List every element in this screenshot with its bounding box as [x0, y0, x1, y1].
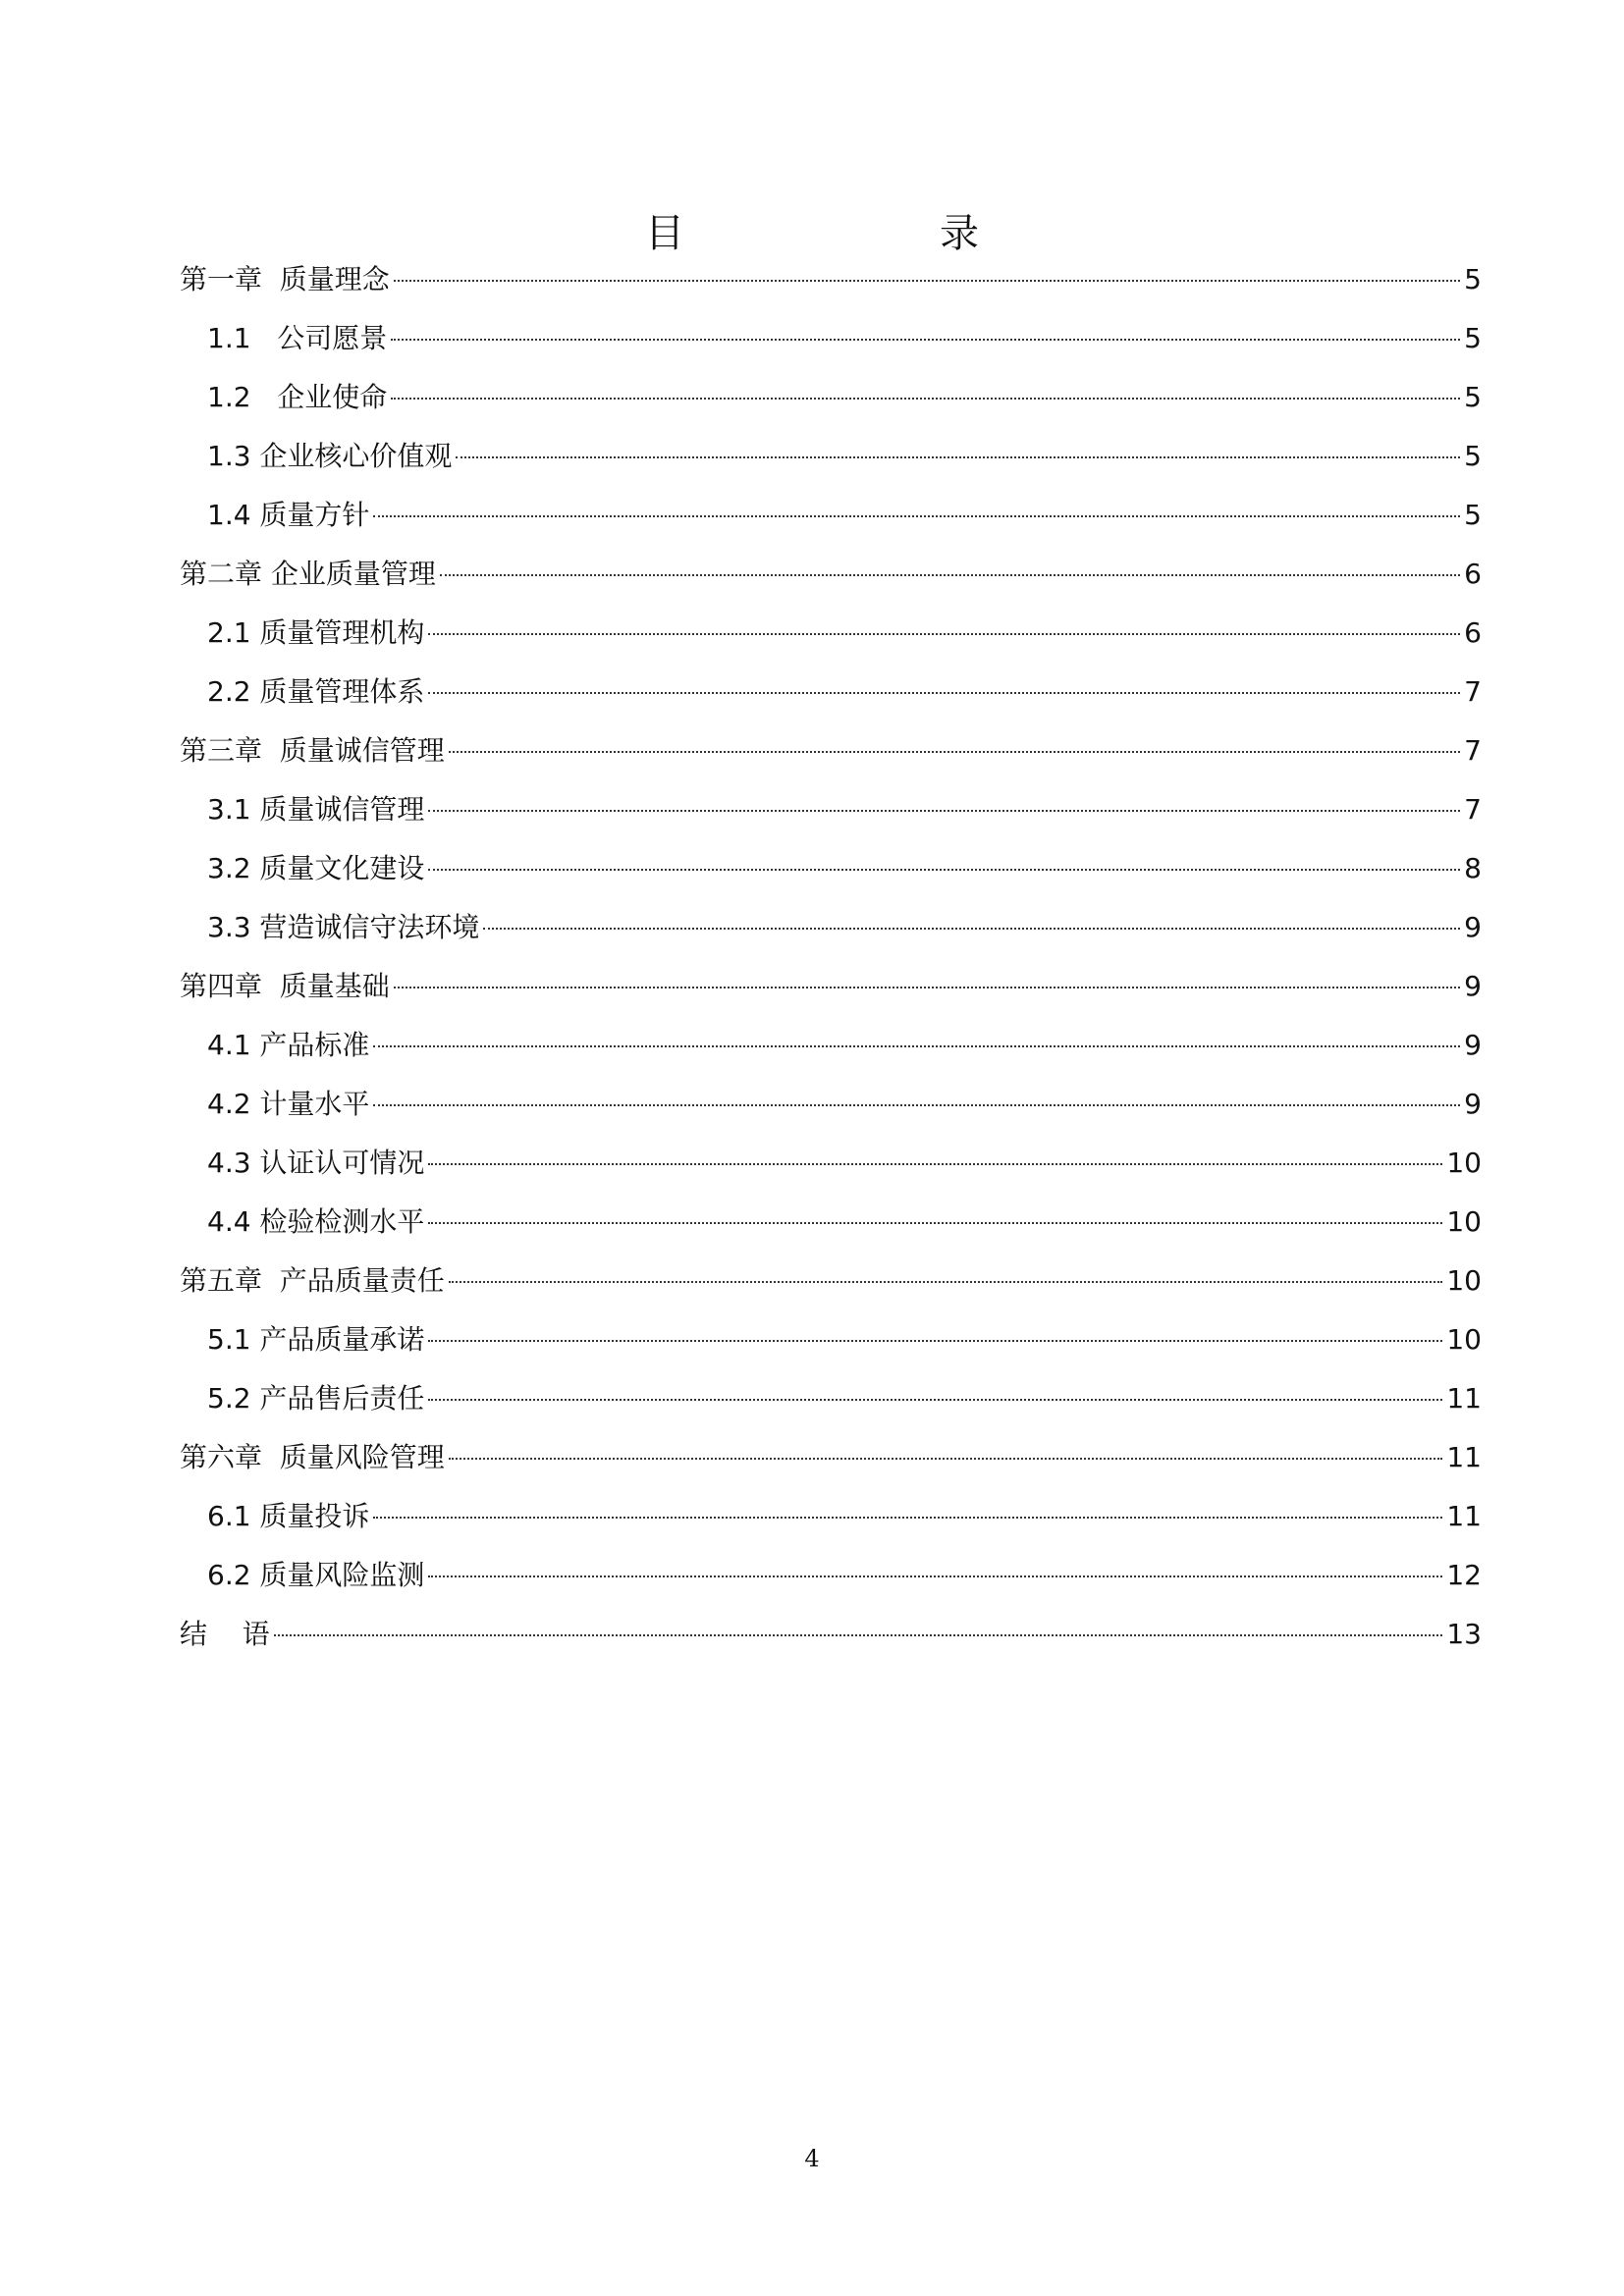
toc-section-entry[interactable] [180, 604, 1482, 663]
table-of-contents [180, 250, 1482, 1664]
toc-entry-page-number: 5 [1464, 322, 1482, 354]
toc-entry-label: 第一章 质量理念 [180, 263, 390, 295]
toc-title: 目 录 [645, 211, 1087, 256]
toc-entry-label: 3.3 营造诚信守法环境 [207, 911, 480, 943]
toc-section-entry[interactable] [180, 486, 1482, 545]
toc-dot-leader [428, 1399, 1442, 1401]
toc-entry-page-number: 5 [1464, 381, 1482, 413]
toc-entry-page-number: 6 [1464, 558, 1482, 590]
toc-dot-leader [440, 574, 1460, 576]
toc-entry-page-number: 6 [1464, 616, 1482, 649]
toc-entry-label: 4.1 产品标准 [207, 1029, 370, 1061]
toc-section-entry[interactable] [180, 1016, 1482, 1075]
toc-entry-page-number: 7 [1464, 675, 1482, 708]
toc-entry-page-number: 10 [1446, 1147, 1482, 1179]
toc-entry-page-number: 5 [1464, 499, 1482, 531]
toc-entry-page-number: 10 [1446, 1323, 1482, 1356]
toc-dot-leader [373, 515, 1460, 517]
toc-dot-leader [483, 928, 1460, 930]
toc-chapter-entry[interactable] [180, 250, 1482, 309]
toc-dot-leader [394, 280, 1460, 282]
toc-entry-page-number: 7 [1464, 793, 1482, 826]
toc-entry-label: 1.4 质量方针 [207, 499, 370, 531]
toc-entry-page-number: 12 [1446, 1559, 1482, 1591]
toc-entry-page-number: 7 [1464, 734, 1482, 767]
toc-dot-leader [449, 751, 1460, 753]
toc-section-entry[interactable] [180, 1487, 1482, 1546]
toc-entry-page-number: 13 [1446, 1618, 1482, 1650]
toc-dot-leader [428, 1163, 1442, 1165]
toc-entry-page-number: 10 [1446, 1205, 1482, 1238]
toc-entry-page-number: 10 [1446, 1264, 1482, 1297]
toc-entry-label: 5.1 产品质量承诺 [207, 1323, 425, 1356]
toc-entry-label: 第三章 质量诚信管理 [180, 734, 445, 767]
toc-entry-page-number: 11 [1446, 1382, 1482, 1415]
toc-dot-leader [449, 1458, 1443, 1460]
toc-entry-label: 2.1 质量管理机构 [207, 616, 425, 649]
toc-section-entry[interactable] [180, 898, 1482, 957]
page-number: 4 [804, 2145, 820, 2172]
toc-dot-leader [394, 987, 1460, 988]
toc-dot-leader [428, 869, 1460, 871]
toc-entry-label: 4.3 认证认可情况 [207, 1147, 425, 1179]
toc-section-entry[interactable] [180, 1193, 1482, 1252]
toc-entry-label: 5.2 产品售后责任 [207, 1382, 425, 1415]
toc-dot-leader [274, 1634, 1443, 1636]
toc-entry-page-number: 5 [1464, 263, 1482, 295]
toc-dot-leader [428, 1575, 1442, 1577]
toc-entry-label: 2.2 质量管理体系 [207, 675, 425, 708]
toc-chapter-entry[interactable] [180, 1605, 1482, 1664]
toc-section-entry[interactable] [180, 663, 1482, 721]
toc-entry-label: 3.1 质量诚信管理 [207, 793, 425, 826]
toc-section-entry[interactable] [180, 1134, 1482, 1193]
toc-entry-label: 4.2 计量水平 [207, 1088, 370, 1120]
toc-section-entry[interactable] [180, 1369, 1482, 1428]
toc-entry-page-number: 5 [1464, 440, 1482, 472]
toc-dot-leader [428, 810, 1460, 812]
toc-dot-leader [428, 1222, 1442, 1224]
toc-dot-leader [456, 456, 1460, 458]
toc-chapter-entry[interactable] [180, 1252, 1482, 1310]
toc-dot-leader [428, 633, 1460, 635]
toc-section-entry[interactable] [180, 427, 1482, 486]
toc-entry-page-number: 8 [1464, 852, 1482, 884]
toc-section-entry[interactable] [180, 309, 1482, 368]
toc-section-entry[interactable] [180, 1546, 1482, 1605]
toc-entry-label: 第五章 产品质量责任 [180, 1264, 445, 1297]
toc-entry-label: 1.2 企业使命 [207, 381, 388, 413]
toc-entry-label: 4.4 检验检测水平 [207, 1205, 425, 1238]
toc-entry-label: 6.2 质量风险监测 [207, 1559, 425, 1591]
toc-entry-page-number: 9 [1464, 970, 1482, 1002]
toc-entry-label: 结 语 [180, 1618, 270, 1650]
toc-entry-label: 第四章 质量基础 [180, 970, 390, 1002]
toc-dot-leader [449, 1281, 1443, 1283]
toc-dot-leader [428, 692, 1460, 694]
toc-entry-label: 第二章 企业质量管理 [180, 558, 436, 590]
toc-dot-leader [391, 398, 1460, 400]
toc-chapter-entry[interactable] [180, 721, 1482, 780]
toc-entry-page-number: 9 [1464, 1029, 1482, 1061]
toc-section-entry[interactable] [180, 1075, 1482, 1134]
toc-entry-page-number: 9 [1464, 1088, 1482, 1120]
toc-entry-page-number: 9 [1464, 911, 1482, 943]
toc-dot-leader [391, 339, 1460, 341]
toc-chapter-entry[interactable] [180, 1428, 1482, 1487]
toc-dot-leader [373, 1104, 1460, 1106]
toc-entry-label: 3.2 质量文化建设 [207, 852, 425, 884]
toc-chapter-entry[interactable] [180, 957, 1482, 1016]
toc-entry-label: 第六章 质量风险管理 [180, 1441, 445, 1473]
toc-dot-leader [373, 1045, 1460, 1047]
toc-dot-leader [373, 1517, 1442, 1519]
toc-entry-page-number: 11 [1446, 1441, 1482, 1473]
toc-section-entry[interactable] [180, 780, 1482, 839]
toc-entry-label: 1.1 公司愿景 [207, 322, 388, 354]
toc-entry-label: 6.1 质量投诉 [207, 1500, 370, 1532]
toc-entry-page-number: 11 [1446, 1500, 1482, 1532]
toc-dot-leader [428, 1340, 1442, 1342]
toc-section-entry[interactable] [180, 368, 1482, 427]
toc-section-entry[interactable] [180, 839, 1482, 898]
toc-entry-label: 1.3 企业核心价值观 [207, 440, 453, 472]
toc-chapter-entry[interactable] [180, 545, 1482, 604]
toc-section-entry[interactable] [180, 1310, 1482, 1369]
